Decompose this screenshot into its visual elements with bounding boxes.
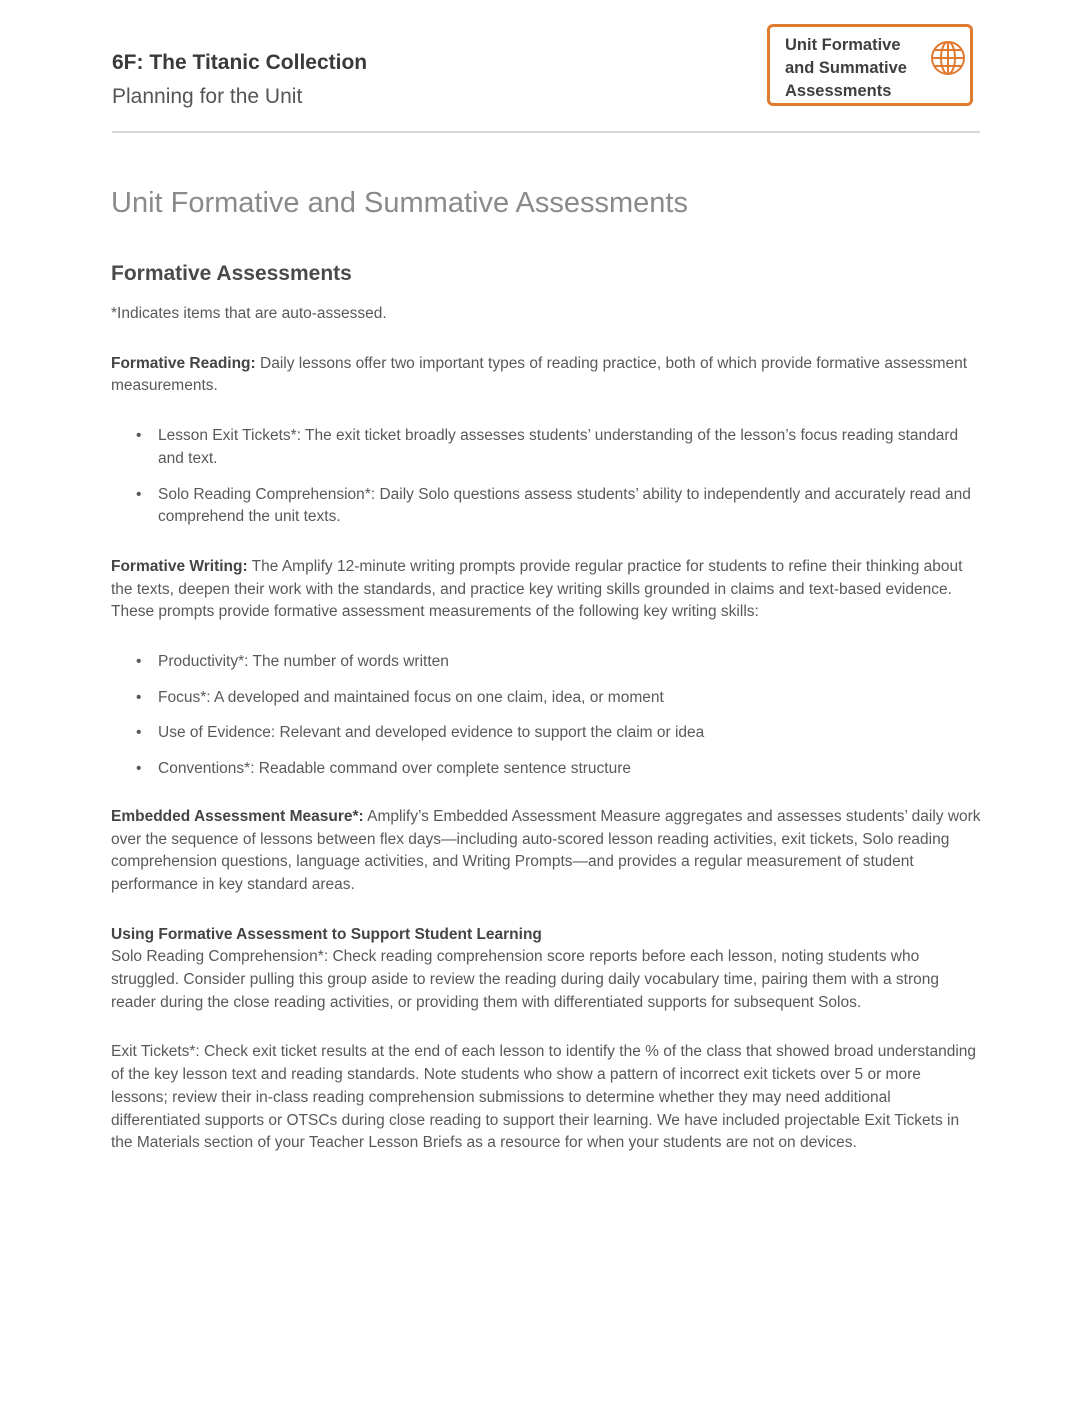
section-tag <box>767 24 973 106</box>
list-item-text: Lesson Exit Tickets*: The exit ticket broadly assesses students’ understanding of the lesson’s focus reading standard and text. <box>158 427 959 467</box>
unit-subtitle: Planning for the Unit <box>112 85 303 108</box>
bullet: • <box>136 427 142 445</box>
list-item <box>111 425 981 470</box>
auto-assessed-note: *Indicates items that are auto-assessed. <box>111 305 387 322</box>
list-item-text: Focus*: A developed and maintained focus on one claim, idea, or moment <box>158 688 664 706</box>
writing-skills-list <box>111 651 981 781</box>
list-item <box>111 722 981 745</box>
document-header <box>112 48 367 112</box>
embedded-assessment-paragraph <box>111 806 981 897</box>
list-item <box>111 484 981 529</box>
list-item <box>111 651 981 674</box>
list-item <box>111 758 981 781</box>
page-title: Unit Formative and Summative Assessments <box>111 187 688 219</box>
formative-writing-label: Formative Writing: <box>111 557 248 575</box>
list-item-text: Conventions*: Readable command over complete sentence structure <box>158 760 632 778</box>
exit-tickets-paragraph: Exit Tickets*: Check exit ticket results at the end of each lesson to identify the % of the class that showed broad understanding of the key lesson text and reading standards. Note students who show a pattern of incorrect exit tickets over 5 or more lessons; review their in-class reading comprehension submissions to determine whether they may need additional differentiated supports or OTSCs during close reading to support their learning. We have included projectable Exit Tickets in the Materials section of your Teacher Lesson Briefs as a resource for when your students are not on devices. <box>111 1043 977 1152</box>
list-item-text: Use of Evidence: Relevant and developed evidence to support the claim or idea <box>158 724 705 742</box>
embedded-assessment-label: Embedded Assessment Measure*: <box>111 807 364 825</box>
formative-writing-paragraph <box>111 556 981 624</box>
bullet: • <box>136 485 142 503</box>
reading-list <box>111 425 981 529</box>
formative-reading-paragraph <box>111 353 981 398</box>
bullet: • <box>136 653 142 671</box>
bullet: • <box>136 724 142 742</box>
solo-reading-paragraph: Solo Reading Comprehension*: Check reading comprehension score reports before each lesson, noting students who struggled. Consider pulling this group aside to review the reading during daily vocabulary time, pairing them with a strong reader during the close reading activities, or providing them with differentiated supports for subsequent Solos. <box>111 948 939 1011</box>
formative-reading-label: Formative Reading: <box>111 354 256 372</box>
header-divider <box>112 131 980 133</box>
list-item <box>111 687 981 710</box>
list-item-text: Productivity*: The number of words written <box>158 653 449 671</box>
globe-icon <box>930 40 966 76</box>
list-item-text: Solo Reading Comprehension*: Daily Solo questions assess students’ ability to independently and accurately read and comprehend the unit texts. <box>158 485 971 526</box>
section-heading: Formative Assessments <box>111 262 352 285</box>
document-body <box>111 180 981 1155</box>
embedded-assessment-text: Amplify’s Embedded Assessment Measure aggregates and assesses students’ daily work over the sequence of lessons between flex days—including auto-scored lesson reading activities, exit tickets, Solo reading comprehension questions, language activities, and Writing Prompts—and provides a regular measurement of student performance in key standard areas. <box>111 807 981 893</box>
using-formative-heading: Using Formative Assessment to Support Student Learning <box>111 925 542 943</box>
bullet: • <box>136 688 142 706</box>
section-tag-label: Unit Formative and Summative Assessments <box>785 36 907 100</box>
formative-writing-text: The Amplify 12-minute writing prompts provide regular practice for students to refine their thinking about the texts, deepen their work with the standards, and practice key writing skills grounded in claims and text-based evidence. These prompts provide formative assessment measurements of the following key writing skills: <box>111 557 963 621</box>
formative-reading-text: Daily lessons offer two important types of reading practice, both of which provide formative assessment measurements. <box>111 354 968 395</box>
bullet: • <box>136 760 142 778</box>
unit-title: 6F: The Titanic Collection <box>112 51 368 74</box>
